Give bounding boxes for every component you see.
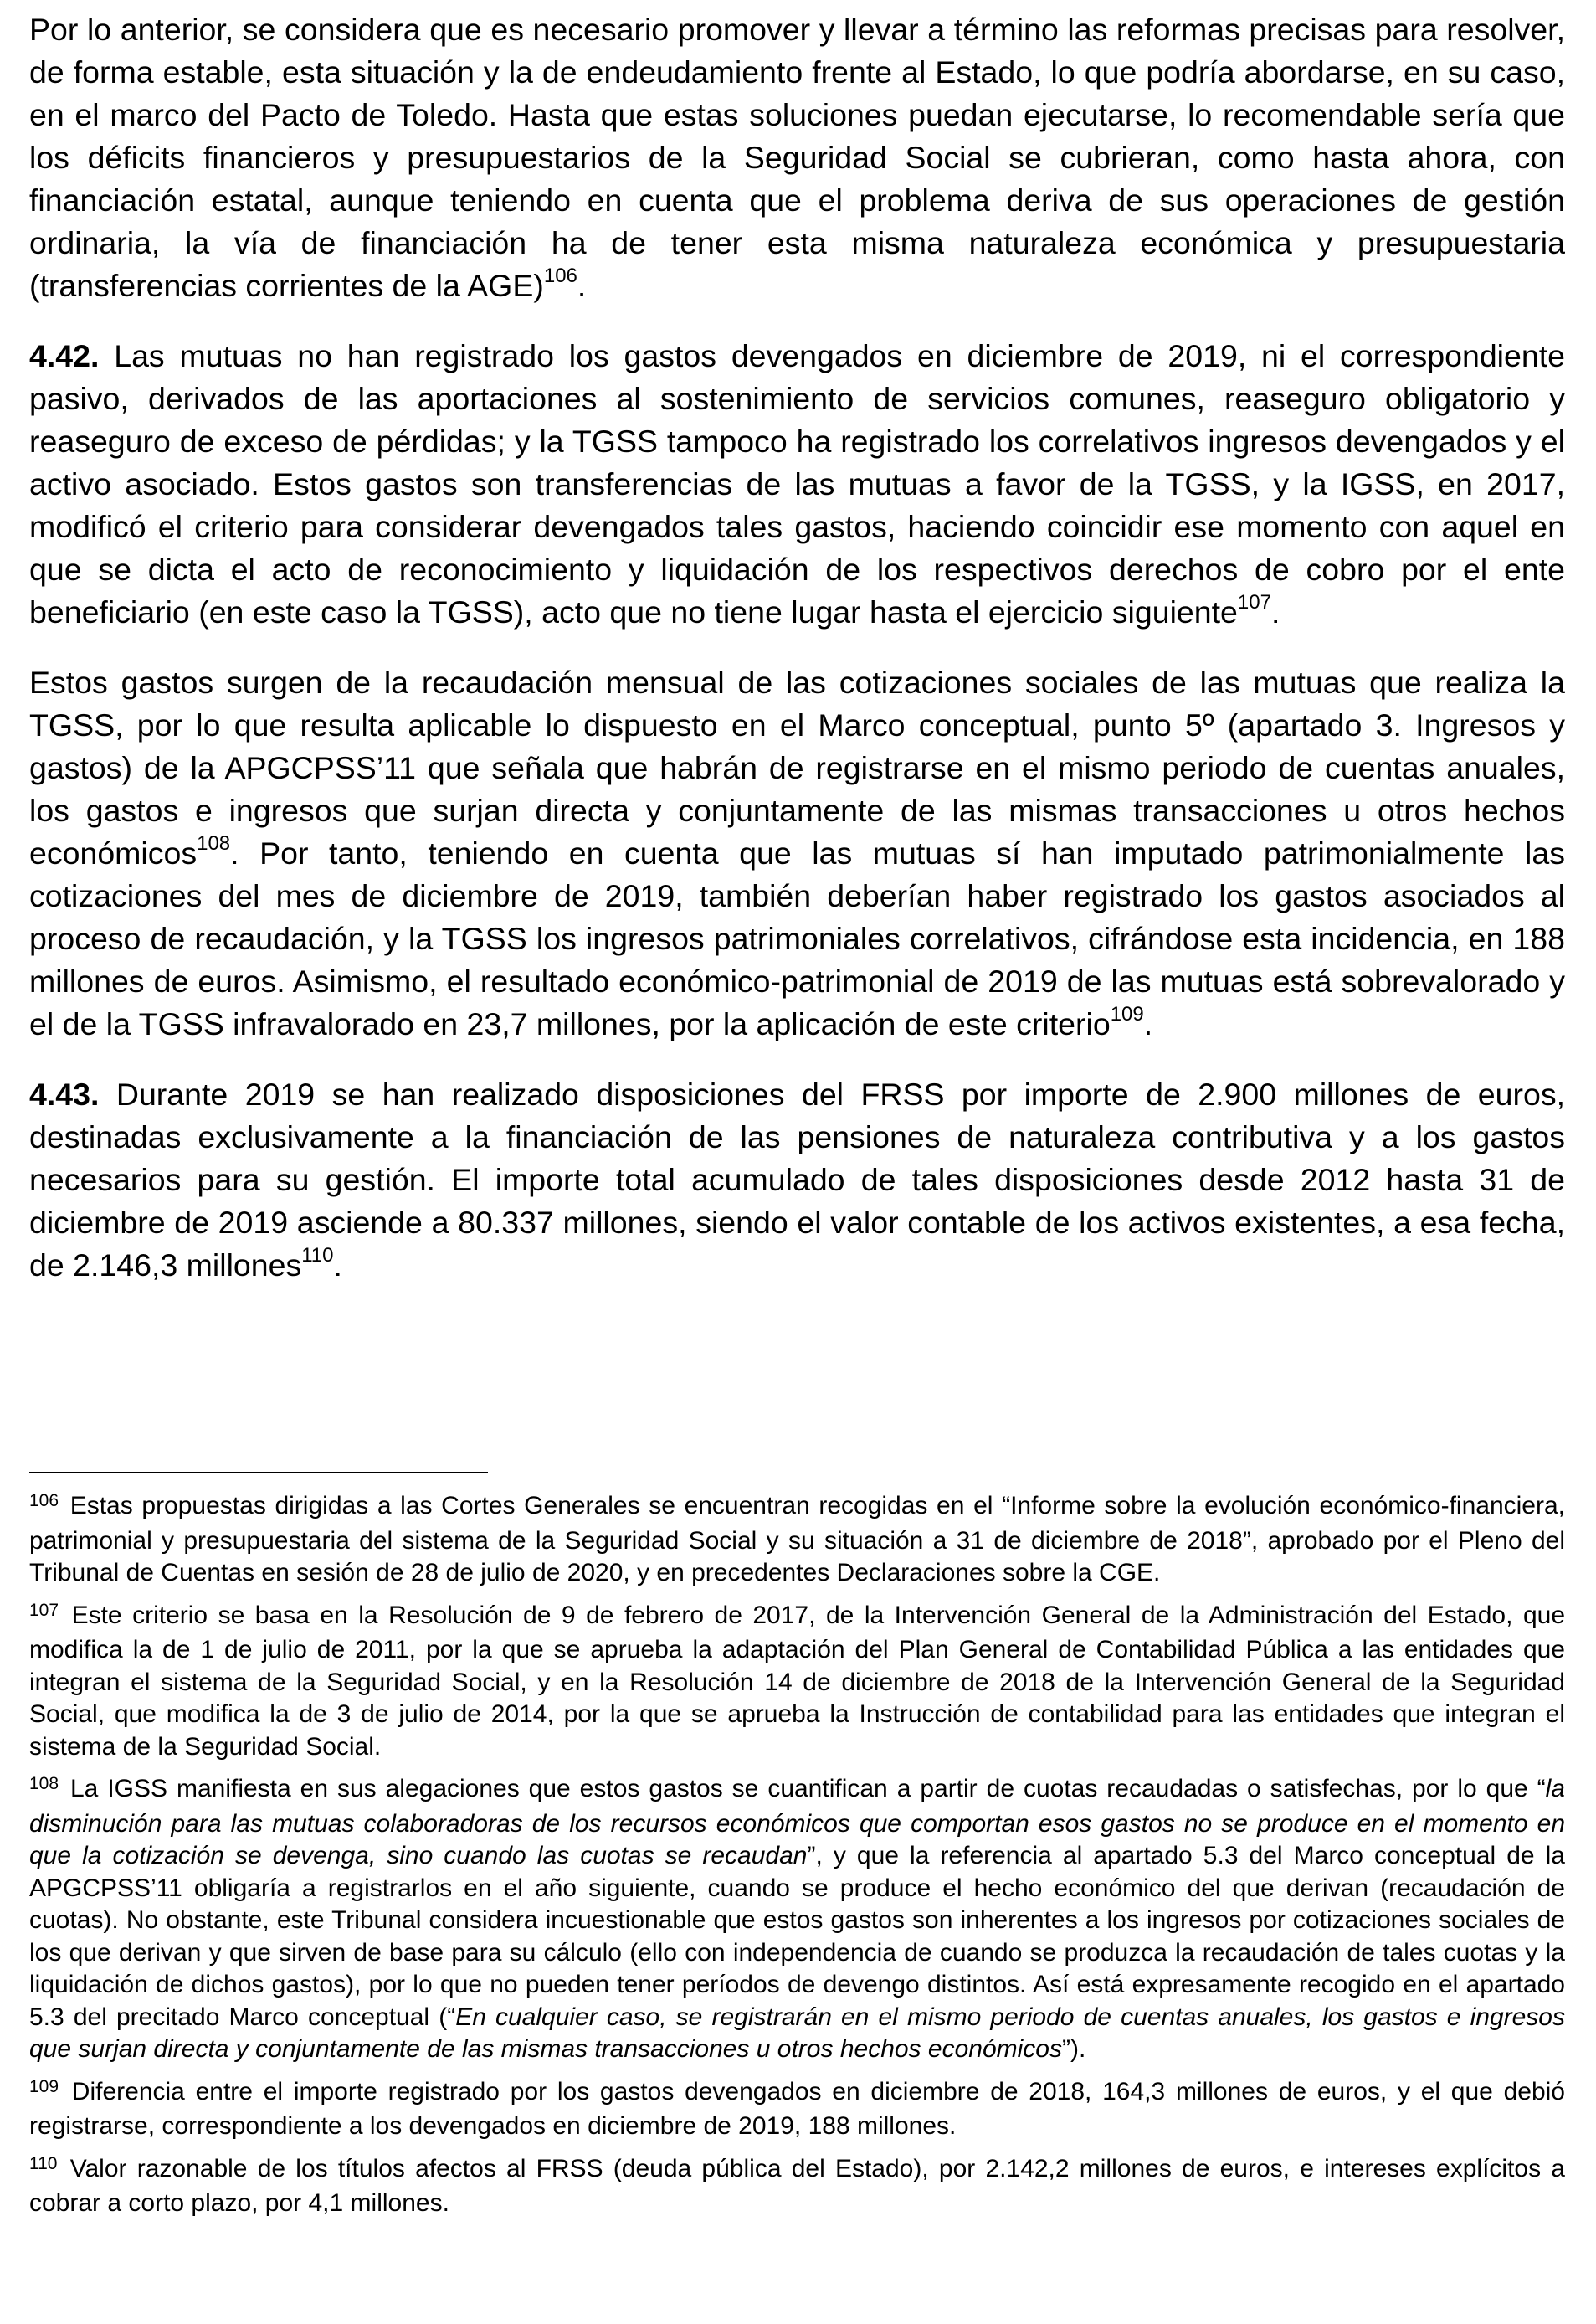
footnote-ref-106[interactable]: 106	[543, 264, 577, 287]
footnote-number: 109	[29, 2076, 59, 2096]
footnote-separator	[29, 1472, 488, 1473]
paragraph-text: Las mutuas no han registrado los gastos devengados en diciembre de 2019, ni el correspondiente pasivo, derivados de las aportaciones al sostenimiento de servicios comunes, reaseguro obligatorio y reaseguro de exceso de pérdidas; y la TGSS tampoco ha registrado los correlativos ingresos devengados y el activo asociado. Estos gastos son transferencias de las mutuas a favor de la TGSS, y la IGSS, en 2017, modificó el criterio para considerar devengados tales gastos, haciendo coincidir ese momento con aquel en que se dicta el acto de reconocimiento y liquidación de los respectivos derechos de cobro por el ente beneficiario (en este caso la TGSS), acto que no tiene lugar hasta el ejercicio siguiente	[29, 338, 1565, 630]
footnote-106	[29, 1490, 1565, 1590]
footnote-number: 107	[29, 1600, 59, 1620]
footnote-text: Estas propuestas dirigidas a las Cortes Generales se encuentran recogidas en el “Informe sobre la evolución económico-financiera, patrimonial y presupuestaria del sistema de la Seguridad Social y su situación a 31 de diciembre de 2018”, aprobado por el Pleno del Tribunal de Cuentas en sesión de 28 de julio de 2020, y en precedentes Declaraciones sobre la CGE.	[29, 1492, 1565, 1586]
paragraph-tail: .	[333, 1247, 342, 1283]
paragraph-text: Estos gastos surgen de la recaudación mensual de las cotizaciones sociales de las mutuas que realiza la TGSS, por lo que resulta aplicable lo dispuesto en el Marco conceptual, punto 5º (apartado 3. Ingresos y gastos) de la APGCPSS’11 que señala que habrán de registrarse en el mismo periodo de cuentas anuales, los gastos e ingresos que surjan directa y conjuntamente de las mismas transacciones u otros hechos económicos	[29, 665, 1565, 871]
footnote-text: Diferencia entre el importe registrado por los gastos devengados en diciembre de 2018, 164,3 millones de euros, y el que debió registrarse, correspondiente a los devengados en diciembre de 2019, 188 millones.	[29, 2077, 1565, 2140]
paragraph-4-43	[29, 1073, 1565, 1287]
paragraph-number: 4.42.	[29, 338, 100, 373]
footnote-ref-110[interactable]: 110	[301, 1243, 334, 1267]
paragraph-text: Durante 2019 se han realizado disposiciones del FRSS por importe de 2.900 millones de euros, destinadas exclusivamente a la financiación de las pensiones de naturaleza contributiva y a los gastos necesarios para su gestión. El importe total acumulado de tales disposiciones desde 2012 hasta 31 de diciembre de 2019 asciende a 80.337 millones, siendo el valor contable de los activos existentes, a esa fecha, de 2.146,3 millones	[29, 1077, 1565, 1283]
footnote-number: 110	[29, 2153, 58, 2173]
footnote-text: ”).	[1061, 2035, 1086, 2063]
footnote-text: ”, y que la referencia al apartado 5.3 del Marco conceptual de la APGCPSS’11 obligaría a registrarlos en el año siguiente, cuando se produce el hecho económico del que derivan (recaudación de cuotas). No obstante, este Tribunal considera incuestionable que estos gastos son inherentes a los ingresos por cotizaciones sociales de los que derivan y que sirven de base para su cálculo (ello con independencia de cuando se produzca la recaudación de tales cuotas y la liquidación de dichos gastos), por lo que no pueden tener períodos de devengo distintos. Así está expresamente recogido en el apartado 5.3 del precitado Marco conceptual (“	[29, 1842, 1565, 2031]
footnote-number: 108	[29, 1774, 59, 1793]
footnote-text: Valor razonable de los títulos afectos al FRSS (deuda pública del Estado), por 2.142,2 millones de euros, e intereses explícitos a cobrar a corto plazo, por 4,1 millones.	[29, 2154, 1565, 2217]
paragraph-tail: .	[1143, 1006, 1153, 1041]
footnote-110	[29, 2153, 1565, 2220]
paragraph-tail: .	[577, 268, 587, 303]
footnote-text: La IGSS manifiesta en sus alegaciones que estos gastos se cuantifican a partir de cuotas recaudadas o satisfechas, por lo que “	[70, 1775, 1546, 1802]
paragraph-recaudacion	[29, 661, 1565, 1046]
paragraph-tail: .	[1270, 594, 1280, 630]
footnote-quote: En cualquier caso, se registrarán en el mismo periodo de cuentas anuales, los gastos e ingresos que surjan directa y conjuntamente de las mismas transacciones u otros hechos económicos	[29, 2003, 1565, 2063]
footnote-number: 106	[29, 1491, 59, 1510]
footnote-ref-108[interactable]: 108	[197, 831, 231, 855]
paragraph-4-42	[29, 335, 1565, 634]
paragraph-tail: . Por tanto, teniendo en cuenta que las mutuas sí han imputado patrimonialmente las cotizaciones del mes de diciembre de 2019, también deberían haber registrado los gastos asociados al proceso de recaudación, y la TGSS los ingresos patrimoniales correlativos, cifrándose esta incidencia, en 188 millones de euros. Asimismo, el resultado económico-patrimonial de 2019 de las mutuas está sobrevalorado y el de la TGSS infravalorado en 23,7 millones, por la aplicación de este criterio	[29, 836, 1565, 1041]
paragraph-number: 4.43.	[29, 1077, 100, 1112]
footnotes-section	[29, 1490, 1565, 2230]
paragraph-pacto-toledo	[29, 8, 1565, 307]
document-body	[29, 8, 1565, 1314]
footnote-text: Este criterio se basa en la Resolución de 9 de febrero de 2017, de la Intervención General de la Administración del Estado, que modifica la de 1 de julio de 2011, por la que se aprueba la adaptación del Plan General de Contabilidad Pública a las entidades que integran el sistema de la Seguridad Social, y en la Resolución 14 de diciembre de 2018 de la Intervención General de la Seguridad Social, que modifica la de 3 de julio de 2014, por la que se aprueba la Instrucción de contabilidad para las entidades que integran el sistema de la Seguridad Social.	[29, 1601, 1565, 1761]
footnote-ref-109[interactable]: 109	[1110, 1002, 1144, 1026]
footnote-ref-107[interactable]: 107	[1237, 590, 1271, 614]
footnote-109	[29, 2076, 1565, 2143]
paragraph-text: Por lo anterior, se considera que es necesario promover y llevar a término las reformas precisas para resolver, de forma estable, esta situación y la de endeudamiento frente al Estado, lo que podría abordarse, en su caso, en el marco del Pacto de Toledo. Hasta que estas soluciones puedan ejecutarse, lo recomendable sería que los déficits financieros y presupuestarios de la Seguridad Social se cubrieran, como hasta ahora, con financiación estatal, aunque teniendo en cuenta que el problema deriva de sus operaciones de gestión ordinaria, la vía de financiación ha de tener esta misma naturaleza económica y presupuestaria (transferencias corrientes de la AGE)	[29, 12, 1565, 303]
footnote-107	[29, 1600, 1565, 1764]
footnote-quote: la disminución para las mutuas colaboradoras de los recursos económicos que comportan esos gastos no se produce en el momento en que la cotización se devenga, sino cuando las cuotas se recaudan	[29, 1775, 1565, 1869]
footnote-108	[29, 1773, 1565, 2066]
